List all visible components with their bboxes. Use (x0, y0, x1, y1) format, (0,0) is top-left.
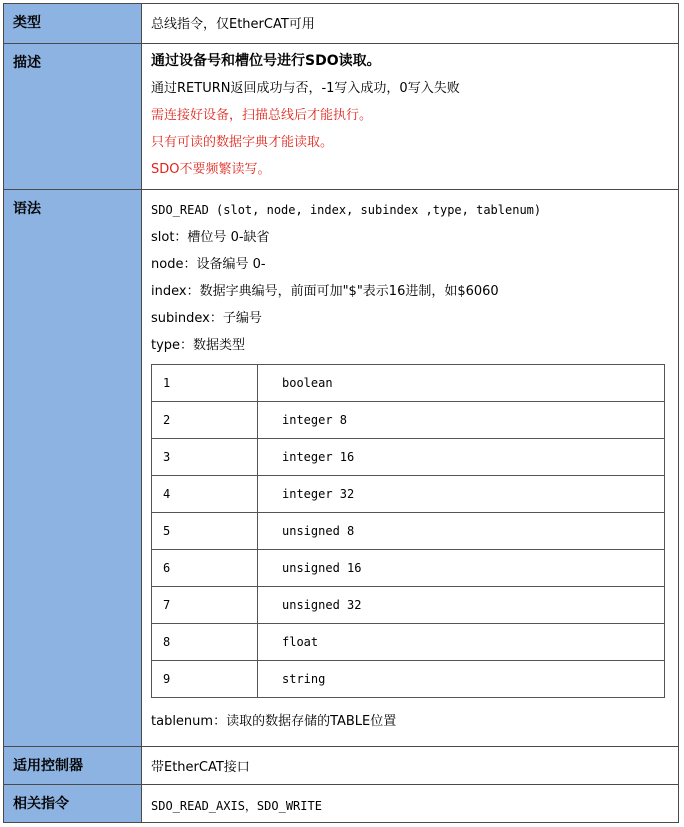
related-label: 相关指令 (4, 785, 142, 823)
type-name: unsigned 16 (258, 550, 665, 587)
controllers-content (142, 747, 679, 785)
row-description (4, 44, 679, 190)
data-type-table (151, 364, 665, 698)
type-label: 类型 (4, 4, 142, 44)
row-controllers (4, 747, 679, 785)
table-row (152, 587, 665, 624)
syntax-param: subindex：子编号 (151, 311, 262, 326)
row-related (4, 785, 679, 823)
description-title: 通过设备号和槽位号进行SDO读取。 (151, 53, 381, 69)
type-value: 总线指令，仅EtherCAT可用 (151, 17, 315, 32)
description-warning: SDO不要频繁读写。 (151, 162, 271, 177)
syntax-param: index：数据字典编号，前面可加"$"表示16进制，如$6060 (151, 284, 499, 299)
row-syntax (4, 190, 679, 747)
description-label: 描述 (4, 44, 142, 190)
syntax-param: node：设备编号 0- (151, 257, 266, 272)
table-row (152, 439, 665, 476)
type-name: unsigned 8 (258, 513, 665, 550)
type-code: 6 (152, 550, 258, 587)
row-type (4, 4, 679, 44)
table-row (152, 550, 665, 587)
type-name: integer 8 (258, 402, 665, 439)
type-code: 8 (152, 624, 258, 661)
type-content (142, 4, 679, 44)
description-content (142, 44, 679, 190)
table-row (152, 365, 665, 402)
syntax-tablenum: tablenum：读取的数据存储的TABLE位置 (151, 714, 397, 729)
table-row (152, 402, 665, 439)
description-return-note: 通过RETURN返回成功与否，-1写入成功，0写入失败 (151, 81, 460, 96)
syntax-label: 语法 (4, 190, 142, 747)
type-code: 7 (152, 587, 258, 624)
type-code: 9 (152, 661, 258, 698)
syntax-param: slot：槽位号 0-缺省 (151, 230, 270, 245)
type-code: 4 (152, 476, 258, 513)
related-content (142, 785, 679, 823)
syntax-content (142, 190, 679, 747)
description-warning: 需连接好设备，扫描总线后才能执行。 (151, 108, 373, 123)
type-code: 5 (152, 513, 258, 550)
instruction-reference-table (3, 3, 679, 823)
type-code: 2 (152, 402, 258, 439)
type-name: float (258, 624, 665, 661)
syntax-signature: SDO_READ (slot, node, index, subindex ,type, tablenum) (151, 203, 542, 217)
description-warning: 只有可读的数据字典才能读取。 (151, 135, 334, 150)
table-row (152, 661, 665, 698)
type-name: boolean (258, 365, 665, 402)
type-name: unsigned 32 (258, 587, 665, 624)
type-code: 3 (152, 439, 258, 476)
controllers-value: 带EtherCAT接口 (151, 760, 250, 775)
type-name: string (258, 661, 665, 698)
type-code: 1 (152, 365, 258, 402)
type-name: integer 32 (258, 476, 665, 513)
table-row (152, 513, 665, 550)
controllers-label: 适用控制器 (4, 747, 142, 785)
syntax-param: type：数据类型 (151, 338, 246, 353)
table-row (152, 624, 665, 661)
related-value: SDO_READ_AXIS，SDO_WRITE (151, 799, 322, 813)
table-row (152, 476, 665, 513)
type-name: integer 16 (258, 439, 665, 476)
